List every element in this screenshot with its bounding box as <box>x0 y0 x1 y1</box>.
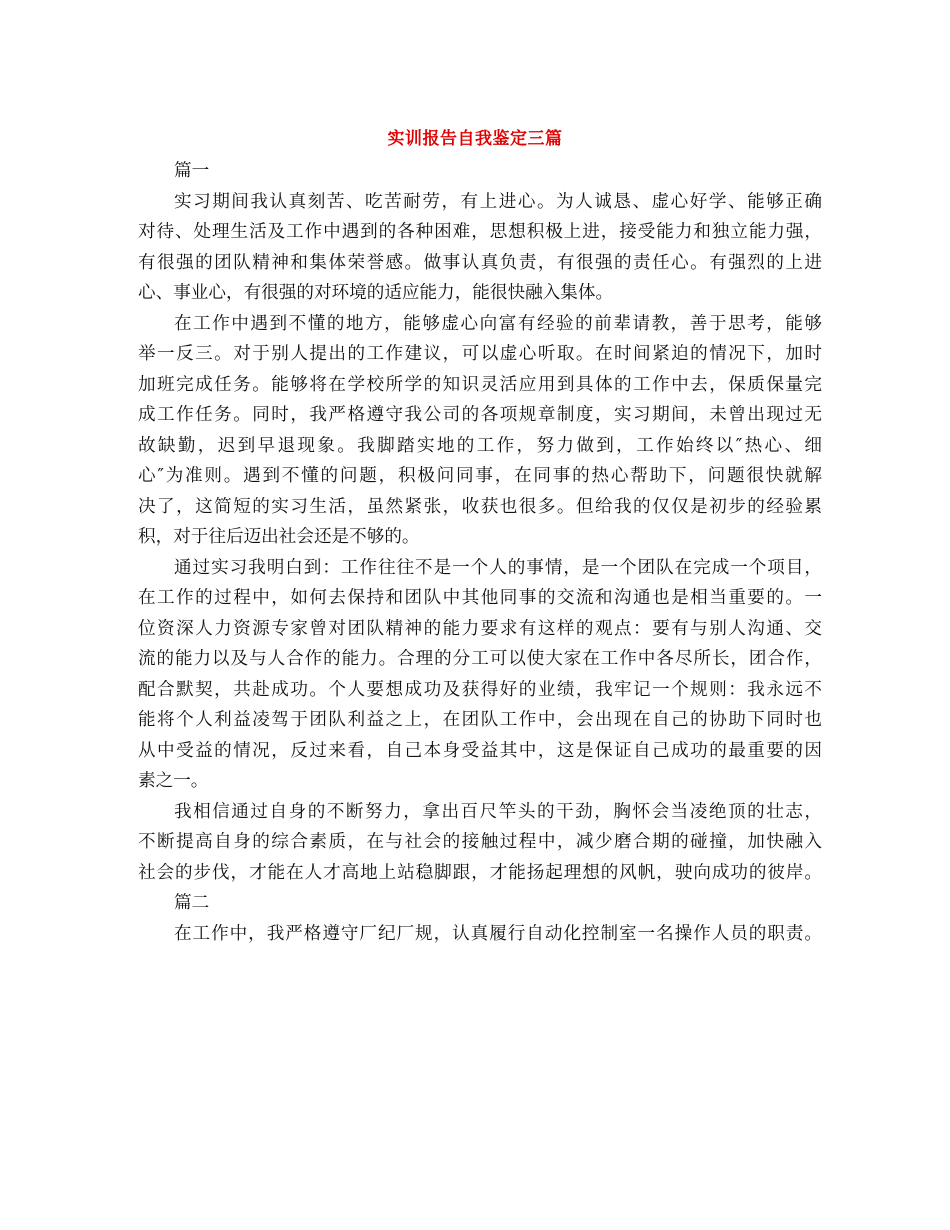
document-body <box>138 156 822 949</box>
document-title: 实训报告自我鉴定三篇 <box>387 129 563 149</box>
text-line: 举一反三。对于别人提出的工作建议，可以虚心听取。在时间紧迫的情况下，加时 <box>138 344 822 364</box>
text-line: 心、事业心，有很强的对环境的适应能力，能很快融入集体。 <box>138 283 614 303</box>
text-line: 实习期间我认真刻苦、吃苦耐劳，有上进心。为人诚恳、虚心好学、能够正确 <box>174 191 822 212</box>
text-line: 我相信通过自身的不断努力，拿出百尺竿头的干劲，胸怀会当凌绝顶的壮志， <box>174 801 822 822</box>
text-line: 素之一。 <box>138 771 209 791</box>
text-line: 在工作的过程中，如何去保持和团队中其他同事的交流和沟通也是相当重要的。一 <box>138 588 822 608</box>
text-line: 从中受益的情况，反过来看，自己本身受益其中，这是保证自己成功的最重要的因 <box>138 740 822 761</box>
text-line: 流的能力以及与人合作的能力。合理的分工可以使大家在工作中各尽所长，团合作， <box>138 649 822 669</box>
text-line: 在工作中，我严格遵守厂纪厂规，认真履行自动化控制室一名操作人员的职责。 <box>174 923 822 944</box>
text-line: 位资深人力资源专家曾对团队精神的能力要求有这样的观点：要有与别人沟通、交 <box>138 618 822 639</box>
text-line: 故缺勤，迟到早退现象。我脚踏实地的工作，努力做到，工作始终以″热心、细 <box>138 435 822 456</box>
text-line: 不断提高自身的综合素质，在与社会的接触过程中，减少磨合期的碰撞，加快融入 <box>138 832 822 852</box>
text-line: 配合默契，共赴成功。个人要想成功及获得好的业绩，我牢记一个规则：我永远不 <box>138 679 822 700</box>
text-line: 决了，这简短的实习生活，虽然紧张，收获也很多。但给我的仅仅是初步的经验累 <box>138 496 822 517</box>
text-line: 对待、处理生活及工作中遇到的各种困难，思想积极上进，接受能力和独立能力强， <box>138 222 822 242</box>
text-line: 心″为准则。遇到不懂的问题，积极问同事，在同事的热心帮助下，问题很快就解 <box>138 466 822 486</box>
text-line: 能将个人利益凌驾于团队利益之上，在团队工作中，会出现在自己的协助下同时也 <box>138 710 822 730</box>
text-line: 积，对于往后迈出社会还是不够的。 <box>138 527 420 547</box>
text-line: 篇一 <box>174 161 210 181</box>
text-line: 通过实习我明白到：工作往往不是一个人的事情，是一个团队在完成一个项目， <box>174 557 822 578</box>
text-line: 有很强的团队精神和集体荣誉感。做事认真负责，有很强的责任心。有强烈的上进 <box>138 252 822 273</box>
text-line: 成工作任务。同时，我严格遵守我公司的各项规章制度，实习期间，未曾出现过无 <box>138 405 822 425</box>
text-line: 加班完成任务。能够将在学校所学的知识灵活应用到具体的工作中去，保质保量完 <box>138 374 822 395</box>
text-line: 在工作中遇到不懂的地方，能够虚心向富有经验的前辈请教，善于思考，能够 <box>174 313 822 334</box>
text-line: 篇二 <box>174 893 210 913</box>
text-line: 社会的步伐，才能在人才高地上站稳脚跟，才能扬起理想的风帆，驶向成功的彼岸。 <box>138 862 822 883</box>
